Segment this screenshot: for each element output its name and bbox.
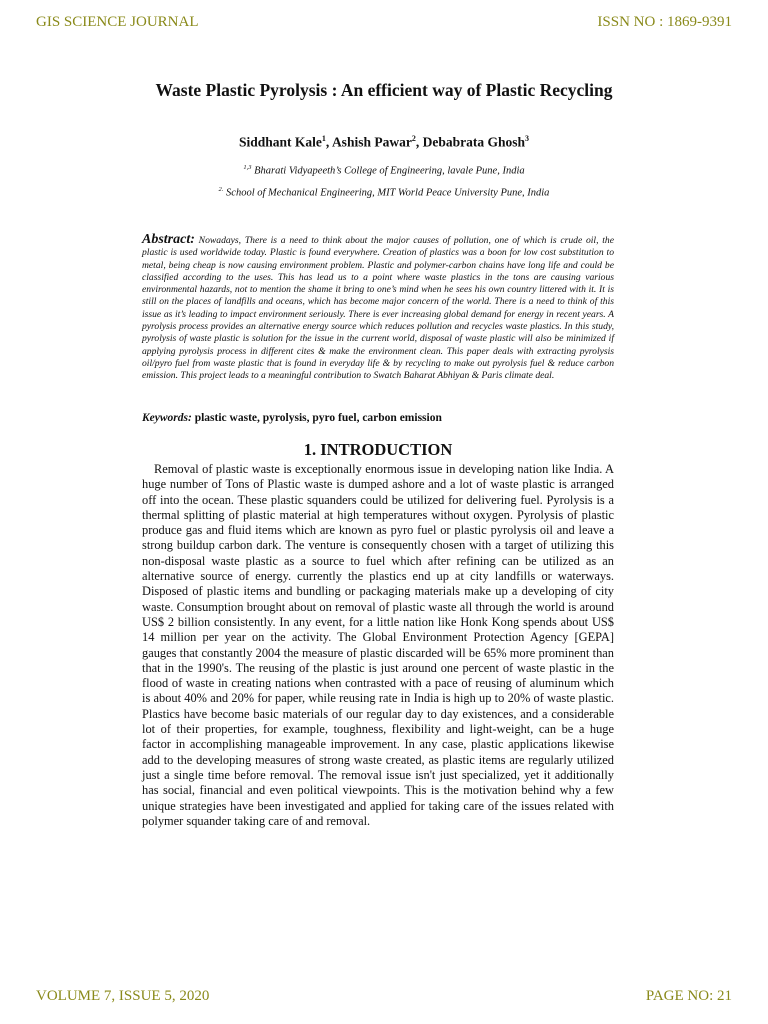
affiliation-superscript: 1,3 [243, 164, 252, 171]
affiliation-text: Bharati Vidyapeeth’s College of Engineering, lavale Pune, India [254, 165, 525, 177]
abstract [142, 234, 614, 383]
section-heading: 1. INTRODUCTION [303, 440, 453, 459]
page-number: PAGE NO: 21 [645, 988, 732, 1004]
author-superscript: 2 [411, 134, 416, 143]
author-name: Siddhant Kale [239, 134, 322, 150]
paper-title: Waste Plastic Pyrolysis : An efficient way of Plastic Recycling [155, 80, 613, 100]
affiliation-text: School of Mechanical Engineering, MIT World Peace University Pune, India [226, 187, 550, 199]
author-superscript: 3 [524, 134, 529, 143]
author-name: Debabrata Ghosh [422, 134, 525, 150]
affiliation [150, 186, 618, 199]
affiliation [150, 164, 618, 177]
author-list [150, 134, 618, 151]
keywords [142, 412, 614, 424]
author-separator: , [325, 134, 332, 150]
journal-name: GIS SCIENCE JOURNAL [36, 14, 199, 30]
issn-number: ISSN NO : 1869-9391 [597, 14, 732, 30]
volume-issue: VOLUME 7, ISSUE 5, 2020 [36, 988, 210, 1004]
abstract-text: Nowadays, There is a need to think about the major causes of pollution, one of which is crude oil, the plastic is used worldwide today. Plastic is found everywhere. Creation of plastics was a boon for low cost substitution to metal, being cheap is now causing environment problem. Plastic and polymer-carbon chains have long life and could be classified according to the uses. This has lead us to a point where waste plastics in the tons are causing various environmental hazards, not to mention the shame it bring to one’s mind when he sees his own country littered with it. It is still on the places of landfills and oceans, which has become major concern of the world. There is a need to think of this issue as it’s leading to impact environment seriously. There is ever increasing global demand for energy in recent years. A pyrolysis process provides an alternative energy source which reduces pollution and recycles waste plastics. In this study, pyrolysis of waste plastic is solution for the issue in the current world, disposal of waste plastic will also be minimized if applying pyrolysis process in different cites & make the environment clean. This paper deals with extracting pyrolysis oil/pyro fuel from waste plastic that is found in everyday life & by recycling to make out pyrolysis fuel & reduce carbon emission. This project leads to a meaningful contribution to Swatch Baharat Abhiyan & Paris climate deal. [142, 235, 614, 382]
affiliation-superscript: 2. [218, 186, 224, 193]
keywords-text: plastic waste, pyrolysis, pyro fuel, carbon emission [194, 412, 442, 424]
author-separator: , [415, 134, 423, 150]
author-superscript: 1 [321, 134, 326, 143]
abstract-label: Abstract: [142, 232, 195, 247]
introduction-paragraph: Removal of plastic waste is exceptionally enormous issue in developing nation like India. A huge number of Tons of Plastic waste is dumped ashore and a lot of waste plastic is arranged off into the ocean. These plastic squanders could be utilized for delivering fuel. Pyrolysis is a thermal splitting of plastic material at high temperatures without oxygen. Pyrolysis of plastic produce gas and fluid items which are known as pyro fuel or plastic pyrolysis oil and leave a strong buildup carbon dark. The venture is consequently chosen with a target of utilizing this non-disposal waste plastic as a source to fuel which after refining can be utilized as an alternative source of energy. currently the plastics end up at city landfills or waterways. Disposed of plastic items and bundling or packaging materials make up a developing of city waste. Consumption brought about on removal of plastic waste all through the world is around US$ 2 billion consistently. In any event, for a little nation like Honk Kong spends about US$ 14 million per year on the activity. The Global Environment Protection Agency [GEPA] gauges that constantly 2004 the measure of plastic discarded will be 65% more prominent than that in the 1990's. The reusing of the plastic is just around one percent of waste plastic in the flood of waste in creating nations when contrasted with a pace of reusing of aluminum which is about 40% and 20% for paper, while reusing rate in India is high up to 20% of waste plastic. Plastics have become basic materials of our regular day to day existences, and a considerable lot of their properties, for example, toughness, flexibility and light-weight, can be a huge factor in accomplishing manageable improvement. In any case, plastic applications likewise add to the developing measures of strong waste created, as plastic items are regularly utilized just a single time before removal. The removal issue isn't just specialized, yet it additionally has social, financial and even political viewpoints. This is the motivation behind why a few unique strategies have been investigated and applied for taking care of the issues related with polymer squander taking care of and removal. [142, 462, 614, 828]
author-name: Ashish Pawar [331, 134, 412, 150]
keywords-label: Keywords: [142, 412, 192, 424]
